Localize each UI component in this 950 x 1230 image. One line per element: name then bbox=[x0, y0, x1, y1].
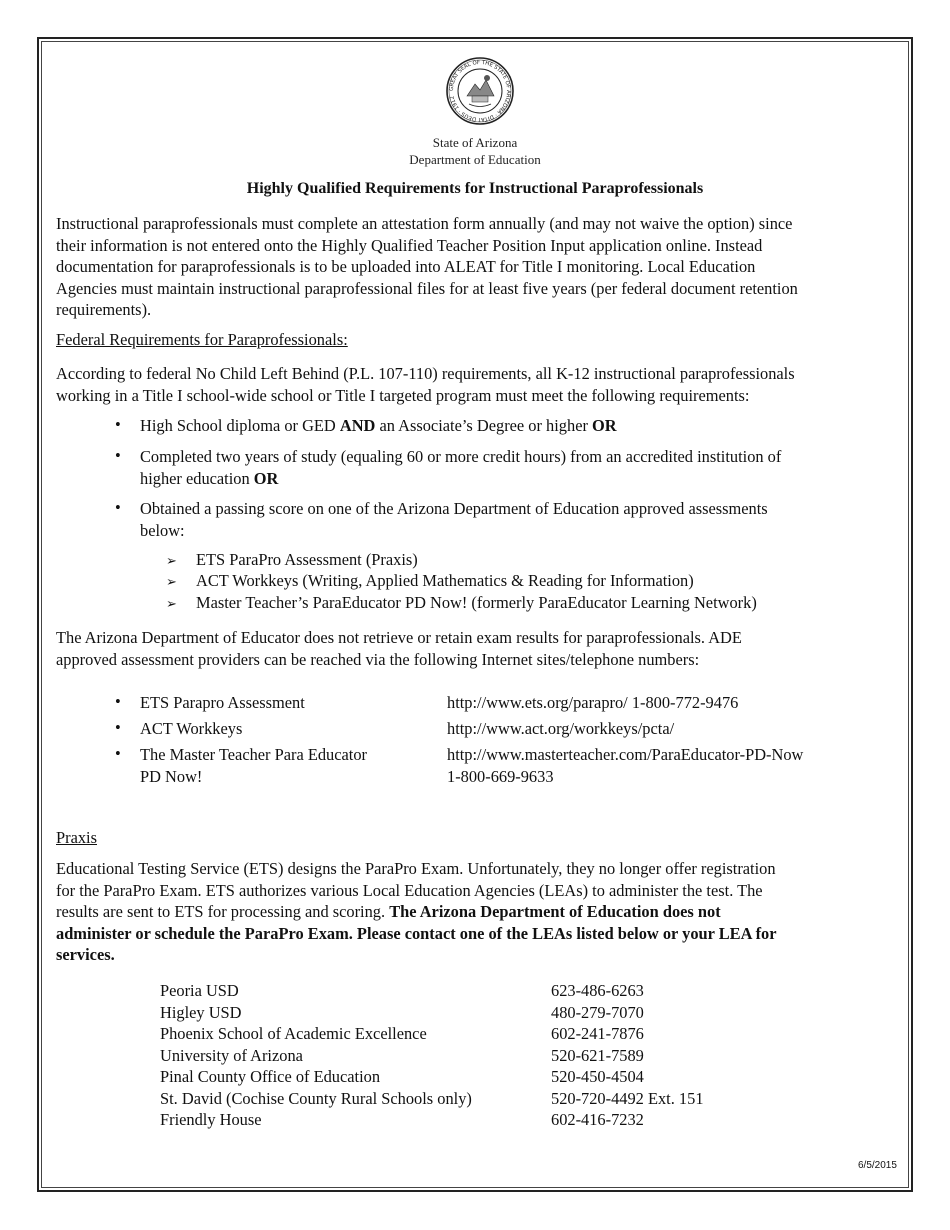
lea-phone: 520-621-7589 bbox=[551, 1046, 644, 1065]
federal-line: According to federal No Child Left Behind (P.L. 107-110) requirements, all K-12 instructional paraprofessionals bbox=[56, 364, 795, 383]
intro-paragraph bbox=[56, 213, 901, 321]
seal-text: GREAT SEAL OF THE STATE OF ARIZONA · DITAT DEUS · 1912 bbox=[448, 59, 512, 123]
lea-name: St. David (Cochise County Rural Schools only) bbox=[160, 1089, 472, 1108]
bullet-icon: • bbox=[115, 692, 121, 711]
bullet-icon: • bbox=[115, 498, 121, 517]
lea-phone: 520-450-4504 bbox=[551, 1067, 644, 1086]
intro-line: Instructional paraprofessionals must complete an attestation form annually (and may not waive the option) since bbox=[56, 214, 793, 233]
state-seal-icon bbox=[445, 56, 515, 126]
page-title: Highly Qualified Requirements for Instructional Paraprofessionals bbox=[246, 180, 704, 197]
lea-phone: 520-720-4492 Ext. 151 bbox=[551, 1089, 704, 1108]
lea-phone: 602-241-7876 bbox=[551, 1024, 644, 1043]
bullet-icon: • bbox=[115, 446, 121, 465]
provider-contact[interactable]: http://www.act.org/workkeys/pcta/ bbox=[447, 719, 675, 738]
federal-paragraph bbox=[56, 363, 901, 406]
provider-name: ACT Workkeys bbox=[140, 719, 243, 738]
bullet-icon: • bbox=[115, 415, 121, 434]
agency-line-department: Department of Education bbox=[409, 152, 541, 167]
agency-line-state: State of Arizona bbox=[432, 135, 518, 150]
lea-name: Pinal County Office of Education bbox=[160, 1067, 381, 1086]
provider-contact[interactable]: http://www.ets.org/parapro/ 1-800-772-9476 bbox=[447, 693, 739, 712]
document-date: 6/5/2015 bbox=[858, 1160, 897, 1171]
lea-name: Higley USD bbox=[160, 1003, 242, 1022]
requirement-diploma: High School diploma or GED AND an Associate’s Degree or higher OR bbox=[140, 416, 617, 435]
bullet-icon: • bbox=[115, 744, 121, 763]
assessment-item: ACT Workkeys (Writing, Applied Mathematics & Reading for Information) bbox=[196, 571, 694, 590]
provider-contact[interactable]: http://www.masterteacher.com/ParaEducator-PD-Now 1-800-669-9633 bbox=[447, 745, 804, 786]
bullet-icon: • bbox=[115, 718, 121, 737]
praxis-paragraph: Educational Testing Service (ETS) designs the ParaPro Exam. Unfortunately, they no longer offer registration for the ParaPro Exam. ETS authorizes various Local Education Agencies (LEAs) to administer the test. The results are sent to ETS for processing and scoring. The Arizona Department of Education does not administer or schedule the ParaPro Exam. Please contact one of the LEAs listed below or your LEA for services. bbox=[56, 859, 777, 964]
requirement-study: Completed two years of study (equaling 60 or more credit hours) from an accredited institution of higher education OR bbox=[140, 447, 782, 488]
arrow-bullet-icon: ➢ bbox=[166, 596, 177, 611]
praxis-heading: Praxis bbox=[56, 828, 97, 847]
providers-paragraph bbox=[56, 627, 901, 670]
lea-name: Peoria USD bbox=[160, 981, 239, 1000]
providers-line: The Arizona Department of Educator does not retrieve or retain exam results for paraprofessionals. ADE bbox=[56, 628, 742, 647]
lea-name: Friendly House bbox=[160, 1110, 262, 1129]
federal-line: working in a Title I school-wide school or Title I targeted program must meet the following requirements: bbox=[56, 385, 750, 405]
lea-phone: 623-486-6263 bbox=[551, 981, 644, 1000]
requirement-assessment: Obtained a passing score on one of the Arizona Department of Education approved assessments below: bbox=[140, 499, 768, 540]
lea-phone: 480-279-7070 bbox=[551, 1003, 644, 1022]
assessment-item: ETS ParaPro Assessment (Praxis) bbox=[196, 550, 418, 569]
providers-line: approved assessment providers can be reached via the following Internet sites/telephone numbers: bbox=[56, 649, 700, 669]
intro-line: documentation for paraprofessionals is to be uploaded into ALEAT for Title I monitoring. Local Education bbox=[56, 257, 756, 276]
provider-name: ETS Parapro Assessment bbox=[140, 693, 305, 712]
provider-name: The Master Teacher Para Educator PD Now! bbox=[140, 745, 367, 786]
arrow-bullet-icon: ➢ bbox=[166, 553, 177, 568]
federal-heading: Federal Requirements for Paraprofessionals: bbox=[56, 330, 348, 349]
intro-line: requirements). bbox=[56, 300, 152, 319]
intro-line: Agencies must maintain instructional paraprofessional files for at least five years (per federal document retention bbox=[56, 278, 798, 298]
lea-name: University of Arizona bbox=[160, 1046, 303, 1065]
arrow-bullet-icon: ➢ bbox=[166, 574, 177, 589]
lea-phone: 602-416-7232 bbox=[551, 1110, 644, 1129]
assessment-item: Master Teacher’s ParaEducator PD Now! (formerly ParaEducator Learning Network) bbox=[196, 593, 757, 612]
intro-line: their information is not entered onto the Highly Qualified Teacher Position Input application online. Instead bbox=[56, 235, 763, 255]
lea-name: Phoenix School of Academic Excellence bbox=[160, 1024, 427, 1043]
